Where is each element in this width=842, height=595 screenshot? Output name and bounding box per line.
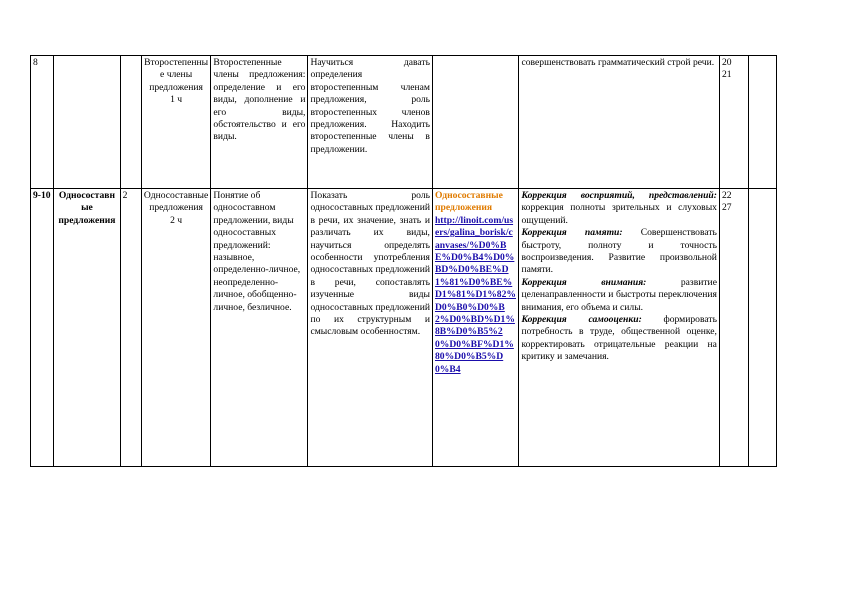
extra-cell: [749, 189, 777, 467]
date-top: 22: [721, 190, 732, 201]
correction-label: Коррекция самооценки:: [521, 314, 642, 326]
row-number: 9-10: [31, 189, 54, 467]
correction-label: Коррекция восприятий, представлений:: [521, 190, 717, 201]
lesson-hours: 2 ч: [170, 214, 183, 226]
hours-count: 2: [120, 189, 141, 467]
correction-text: развитие целенаправленности и быстроты переключения внимания, его объема и силы.: [521, 276, 717, 313]
correction-item: [521, 190, 716, 227]
section-topic: Односоставные предложения: [54, 189, 120, 467]
lesson-content: Понятие об односоставном предложении, виды односоставных предложений: назывное, определенно-личное, неопределенно-личное, обобщенно-личное, безличное.: [211, 189, 308, 467]
lesson-dates: [719, 56, 749, 189]
extra-cell: [749, 56, 777, 189]
section-topic: [54, 56, 120, 189]
date-bottom: 21: [721, 69, 732, 81]
correction-text: совершенствовать грамматический строй речи.: [519, 56, 719, 189]
row-number: 8: [31, 56, 54, 189]
lesson-resources: [432, 189, 519, 467]
resource-title: Односоставные предложения: [434, 190, 503, 214]
lesson-goals: Показать роль односоставных предложений в речи, их значение, знать и различать их виды, научиться определять особенности употребления односоставных предложений в речи, сопоставлять изученные виды односоставных предложений по их структурным и смысловым особенностям.: [308, 189, 433, 467]
lesson-topic: Односоставные предложения: [143, 190, 209, 214]
table-row: [31, 189, 777, 467]
table-row: [31, 56, 777, 189]
hours-count: [120, 56, 141, 189]
resource-link[interactable]: http://linoit.com/users/galina_borisk/canvases/%D0%BE%D0%B4%D0%BD%D0%BE%D1%81%D0%BE%D1%81%D1%82%D0%B0%D0%B2%D0%BD%D1%8B%D0%B5%20%D0%BF%D1%80%D0%B5%D0%B4: [434, 214, 516, 375]
lesson-dates: [719, 189, 749, 467]
date-top: 20: [721, 57, 732, 68]
correction-label: Коррекция памяти:: [521, 227, 623, 239]
correction-item: [521, 314, 716, 364]
correction-text: Совершенствовать быстроту, полноту и точность воспроизведения. Развитие произвольной памяти.: [521, 227, 717, 276]
lesson-plan-table: [30, 55, 777, 467]
lesson-goals: Научиться давать определения второстепенным членам предложения, роль второстепенных членов предложения. Находить второстепенные члены в предложении.: [308, 56, 433, 189]
correction-text: коррекция полноты зрительных и слуховых ощущений.: [521, 202, 717, 226]
correction-text: формировать потребность в труде, общественной оценке, корректировать отрицательные реакции на критику и замечания.: [521, 314, 717, 363]
lesson-resources: [432, 56, 519, 189]
correction-item: [521, 227, 716, 277]
date-bottom: 27: [721, 202, 732, 214]
correction-label: Коррекция внимания:: [521, 276, 647, 288]
lesson-topic-cell: [141, 189, 211, 467]
corrections-cell: [519, 189, 719, 467]
lesson-topic-cell: [141, 56, 211, 189]
correction-item: [521, 277, 716, 314]
lesson-hours: 1 ч: [170, 94, 183, 106]
lesson-content: Второстепенные члены предложения: определение и его виды, дополнение и его виды, обстоятельство и его виды.: [211, 56, 308, 189]
lesson-topic: Второстепенные члены предложения: [144, 57, 209, 93]
